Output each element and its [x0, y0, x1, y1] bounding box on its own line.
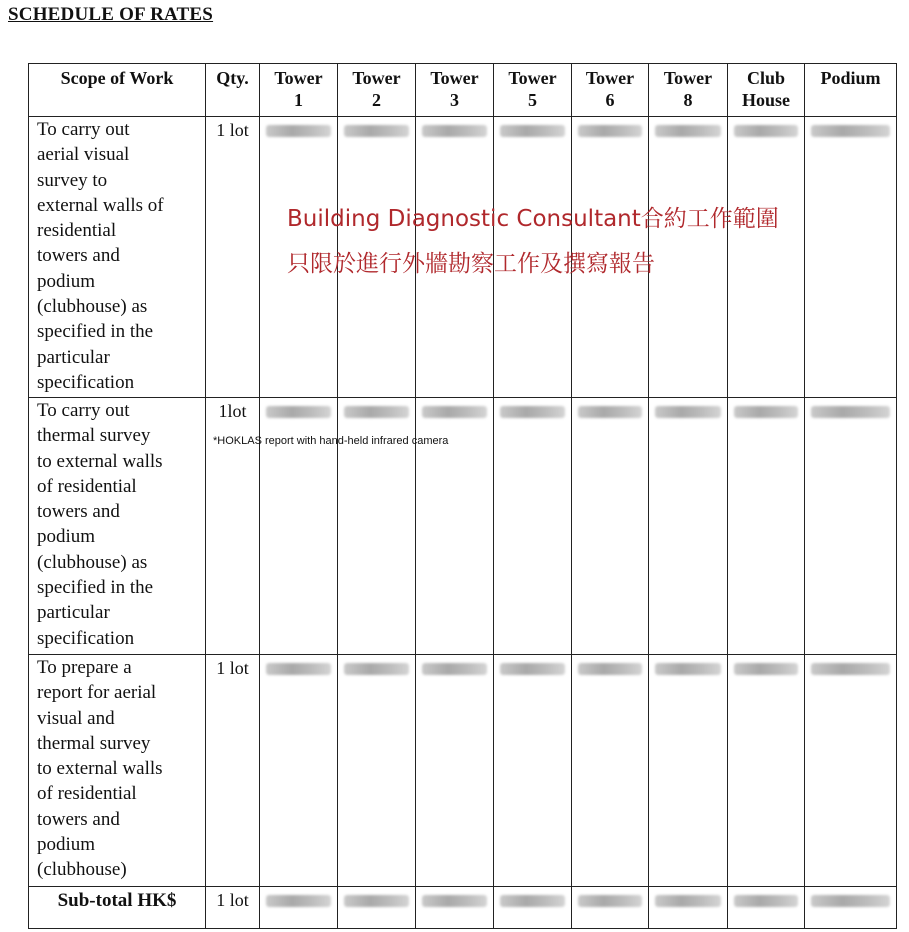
redacted-price-cell	[416, 887, 494, 929]
scope-cell: To prepare a report for aerial visual and thermal survey to external walls of residential towers and podium (clubhouse)	[29, 655, 206, 887]
redacted-price-cell	[572, 655, 649, 887]
header-tower-5: Tower 5	[494, 64, 572, 117]
redacted-price-cell	[805, 887, 897, 929]
qty-cell: 1lot	[206, 398, 260, 655]
redacted-price-cell	[572, 887, 649, 929]
subtotal-label: Sub-total HK$	[29, 887, 206, 929]
scope-cell: To carry out aerial visual survey to external walls of residential towers and podium (clubhouse) as specified in the particular specification	[29, 117, 206, 398]
header-podium: Podium	[805, 64, 897, 117]
redacted-price-cell	[649, 887, 728, 929]
redacted-price-cell	[260, 655, 338, 887]
redacted-price-cell	[494, 887, 572, 929]
header-tower-6: Tower 6	[572, 64, 649, 117]
qty-cell: 1 lot	[206, 887, 260, 929]
redacted-price-cell	[494, 398, 572, 655]
table-row	[29, 398, 897, 655]
redacted-price-cell	[494, 655, 572, 887]
qty-cell: 1 lot	[206, 655, 260, 887]
overlay-annotation-line-1: Building Diagnostic Consultant合約工作範圍	[287, 206, 779, 232]
redacted-price-cell	[572, 398, 649, 655]
redacted-price-cell	[260, 887, 338, 929]
redacted-price-cell	[728, 655, 805, 887]
redacted-price-cell	[805, 655, 897, 887]
overlay-annotation-line-2: 只限於進行外牆勘察工作及撰寫報告	[287, 251, 655, 277]
subtotal-row	[29, 887, 897, 929]
redacted-price-cell	[649, 398, 728, 655]
header-tower-2: Tower 2	[338, 64, 416, 117]
qty-cell: 1 lot	[206, 117, 260, 398]
page-title: SCHEDULE OF RATES	[8, 4, 214, 25]
header-tower-3: Tower 3	[416, 64, 494, 117]
redacted-price-cell	[649, 655, 728, 887]
redacted-price-cell	[728, 398, 805, 655]
header-qty: Qty.	[206, 64, 260, 117]
header-row	[29, 64, 897, 117]
header-tower-1: Tower 1	[260, 64, 338, 117]
redacted-price-cell	[728, 887, 805, 929]
table-row	[29, 655, 897, 887]
schedule-table	[28, 63, 897, 929]
redacted-price-cell	[338, 655, 416, 887]
header-tower-8: Tower 8	[649, 64, 728, 117]
hoklas-note: *HOKLAS report with hand-held infrared camera	[213, 435, 449, 447]
header-club-house: Club House	[728, 64, 805, 117]
scope-cell: To carry out thermal survey to external walls of residential towers and podium (clubhouse) as specified in the particular specification	[29, 398, 206, 655]
redacted-price-cell	[338, 887, 416, 929]
redacted-price-cell	[805, 398, 897, 655]
header-scope: Scope of Work	[29, 64, 206, 117]
redacted-price-cell	[416, 655, 494, 887]
